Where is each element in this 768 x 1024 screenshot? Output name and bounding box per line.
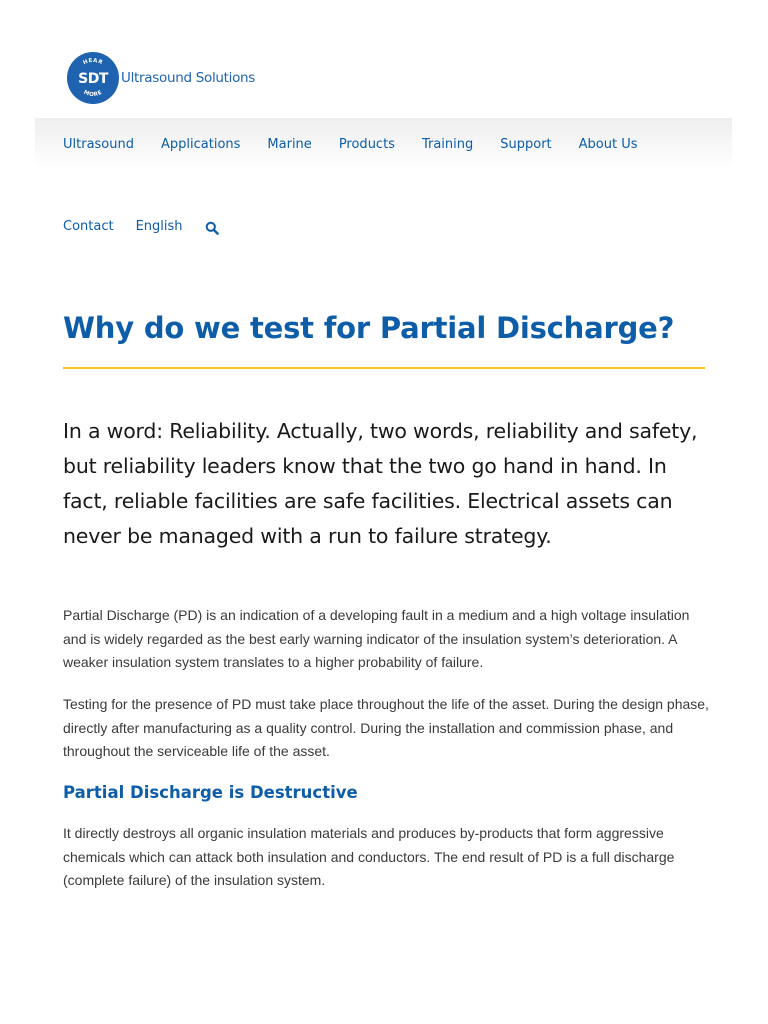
- nav-item-marine[interactable]: Marine: [267, 137, 312, 152]
- svg-text:MORE: [83, 90, 104, 99]
- nav-item-contact[interactable]: Contact: [63, 219, 114, 234]
- nav-item-products[interactable]: Products: [338, 137, 395, 152]
- language-selector[interactable]: English: [135, 219, 183, 234]
- logo-ring-icon: [67, 52, 119, 104]
- logo-ring-bottom: MORE: [82, 89, 104, 99]
- nav-item-about-us[interactable]: About Us: [578, 137, 638, 152]
- main-nav: [63, 137, 665, 153]
- brand-name: Ultrasound Solutions: [121, 70, 256, 86]
- svg-text:HEAR: [82, 58, 104, 67]
- secondary-nav: [63, 219, 241, 235]
- nav-item-ultrasound[interactable]: Ultrasound: [63, 137, 134, 152]
- logo-badge-text: SDT: [78, 71, 108, 87]
- lead-paragraph: In a word: Reliability. Actually, two words, reliability and safety, but reliability leaders know that the two go hand in hand. In fact, reliable facilities are safe facilities. Electrical assets can never be managed with a run to failure strategy.: [63, 419, 698, 548]
- logo-badge: [67, 52, 119, 104]
- body-paragraph-1: Partial Discharge (PD) is an indication of a developing fault in a medium and a high voltage insulation and is widely regarded as the best early warning indicator of the insulation system’s deterioration. A weaker insulation system translates to a higher probability of failure.: [63, 607, 690, 670]
- body-paragraph-3: It directly destroys all organic insulation materials and produces by-products that form aggressive chemicals which can attack both insulation and conductors. The end result of PD is a full discharge (complete failure) of the insulation system.: [63, 825, 675, 888]
- nav-item-support[interactable]: Support: [500, 137, 552, 152]
- nav-item-training[interactable]: Training: [421, 137, 474, 152]
- site-logo[interactable]: [67, 52, 255, 104]
- title-divider: [63, 367, 705, 369]
- logo-ring-top: HEAR: [82, 57, 104, 67]
- nav-item-applications[interactable]: Applications: [161, 137, 241, 152]
- search-icon[interactable]: [205, 221, 219, 235]
- section-heading: Partial Discharge is Destructive: [63, 783, 358, 802]
- body-paragraph-2: Testing for the presence of PD must take place throughout the life of the asset. During the design phase, directly after manufacturing as a quality control. During the installation and commission phase, and throughout the serviceable life of the asset.: [63, 696, 709, 759]
- page-title: Why do we test for Partial Discharge?: [63, 311, 675, 345]
